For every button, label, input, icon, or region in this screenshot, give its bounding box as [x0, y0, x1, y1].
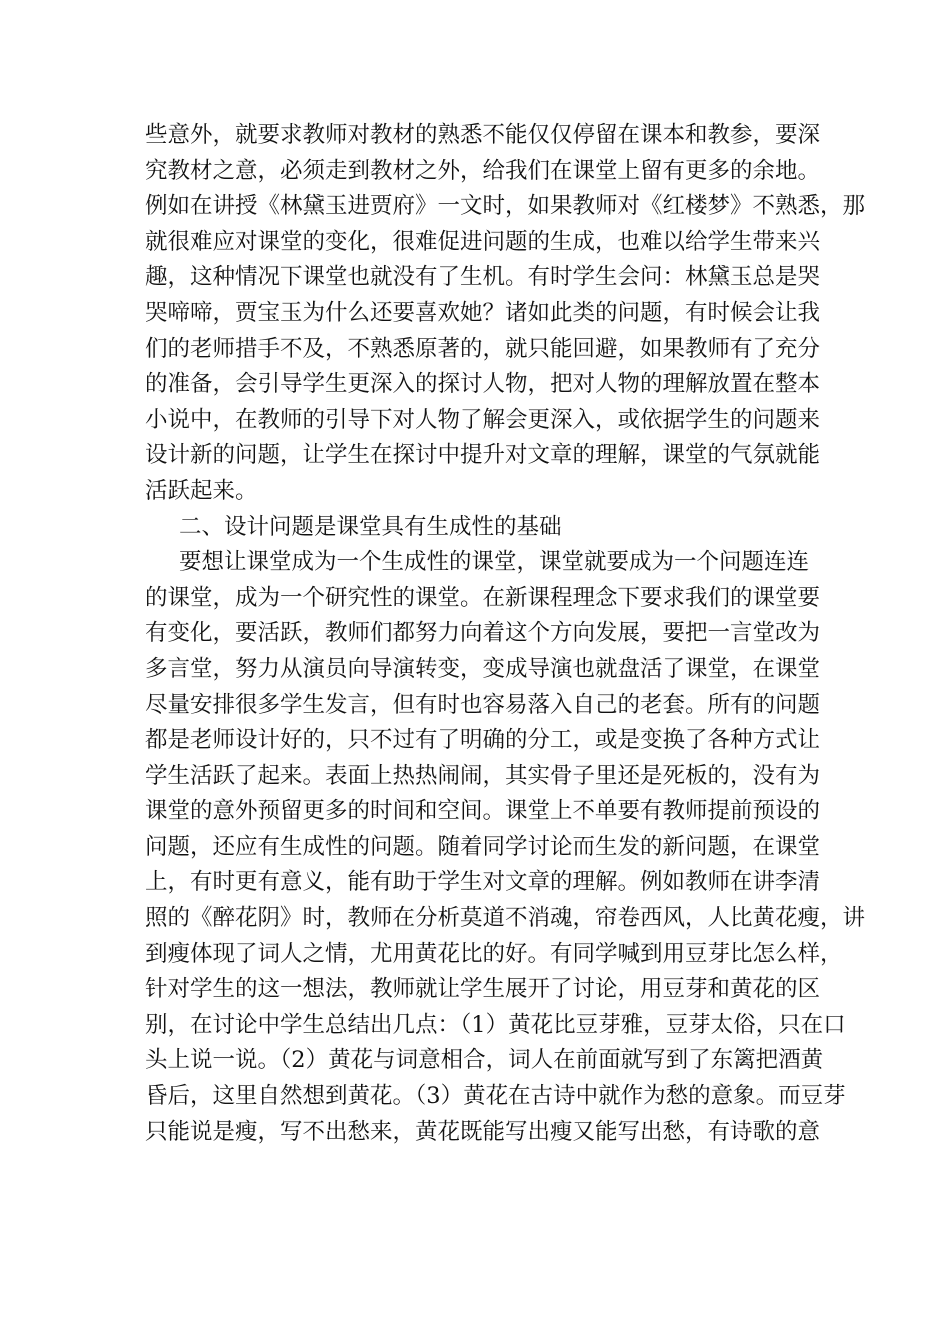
- text-line: 针对学生的这一想法，教师就让学生展开了讨论，用豆芽和黄花的区: [145, 976, 821, 1003]
- text-line: 的准备，会引导学生更深入的探讨人物，把对人物的理解放置在整本: [145, 371, 821, 398]
- text-line: 到瘦体现了词人之情，尤用黄花比的好。有同学喊到用豆芽比怎么样，: [145, 940, 843, 967]
- text-line: 例如在讲授《林黛玉进贾府》一文时，如果教师对《红楼梦》不熟悉，那: [145, 193, 866, 220]
- text-line: 的课堂，成为一个研究性的课堂。在新课程理念下要求我们的课堂要: [145, 584, 821, 611]
- text-line: 课堂的意外预留更多的时间和空间。课堂上不单要有教师提前预设的: [145, 798, 821, 825]
- text-line: 多言堂，努力从演员向导演转变，变成导演也就盘活了课堂，在课堂: [145, 655, 821, 682]
- text-line: 都是老师设计好的，只不过有了明确的分工，或是变换了各种方式让: [145, 727, 821, 754]
- text-line: 问题，还应有生成性的问题。随着同学讨论而生发的新问题，在课堂: [145, 833, 821, 860]
- paragraph-1: [145, 118, 866, 510]
- text-line: 别，在讨论中学生总结出几点：（1）黄花比豆芽雅，豆芽太俗，只在口: [145, 1011, 846, 1038]
- text-line: 要想让课堂成为一个生成性的课堂，课堂就要成为一个问题连连: [179, 549, 810, 576]
- text-line: 小说中，在教师的引导下对人物了解会更深入，或依据学生的问题来: [145, 406, 821, 433]
- text-line: 头上说一说。（2）黄花与词意相合，词人在前面就写到了东篱把酒黄: [145, 1047, 824, 1074]
- text-line: 有变化，要活跃，教师们都努力向着这个方向发展，要把一言堂改为: [145, 620, 821, 647]
- paragraph-2: [145, 545, 866, 1150]
- text-line: 尽量安排很多学生发言，但有时也容易落入自己的老套。所有的问题: [145, 691, 821, 718]
- text-line: 上，有时更有意义，能有助于学生对文章的理解。例如教师在讲李清: [145, 869, 821, 896]
- text-line: 只能说是瘦，写不出愁来，黄花既能写出瘦又能写出愁，有诗歌的意: [145, 1118, 821, 1145]
- text-line: 昏后，这里自然想到黄花。（3）黄花在古诗中就作为愁的意象。而豆芽: [145, 1083, 846, 1110]
- text-line: 设计新的问题，让学生在探讨中提升对文章的理解，课堂的气氛就能: [145, 442, 821, 469]
- text-line: 学生活跃了起来。表面上热热闹闹，其实骨子里还是死板的，没有为: [145, 762, 821, 789]
- section-heading: 二、设计问题是课堂具有生成性的基础: [179, 513, 562, 540]
- text-line: 照的《醉花阴》时，教师在分析莫道不消魂，帘卷西风，人比黄花瘦，讲: [145, 905, 866, 932]
- text-line: 哭啼啼，贾宝玉为什么还要喜欢她？诸如此类的问题，有时候会让我: [145, 299, 821, 326]
- document-page: [145, 118, 866, 1150]
- text-line: 些意外，就要求教师对教材的熟悉不能仅仅停留在课本和教参，要深: [145, 122, 821, 148]
- text-line: 究教材之意，必须走到教材之外，给我们在课堂上留有更多的余地。: [145, 157, 821, 184]
- text-line: 趣，这种情况下课堂也就没有了生机。有时学生会问：林黛玉总是哭: [145, 264, 821, 291]
- text-line: 就很难应对课堂的变化，很难促进问题的生成，也难以给学生带来兴: [145, 228, 821, 255]
- text-line: 活跃起来。: [145, 477, 258, 504]
- text-line: 们的老师措手不及，不熟悉原著的，就只能回避，如果教师有了充分: [145, 335, 821, 362]
